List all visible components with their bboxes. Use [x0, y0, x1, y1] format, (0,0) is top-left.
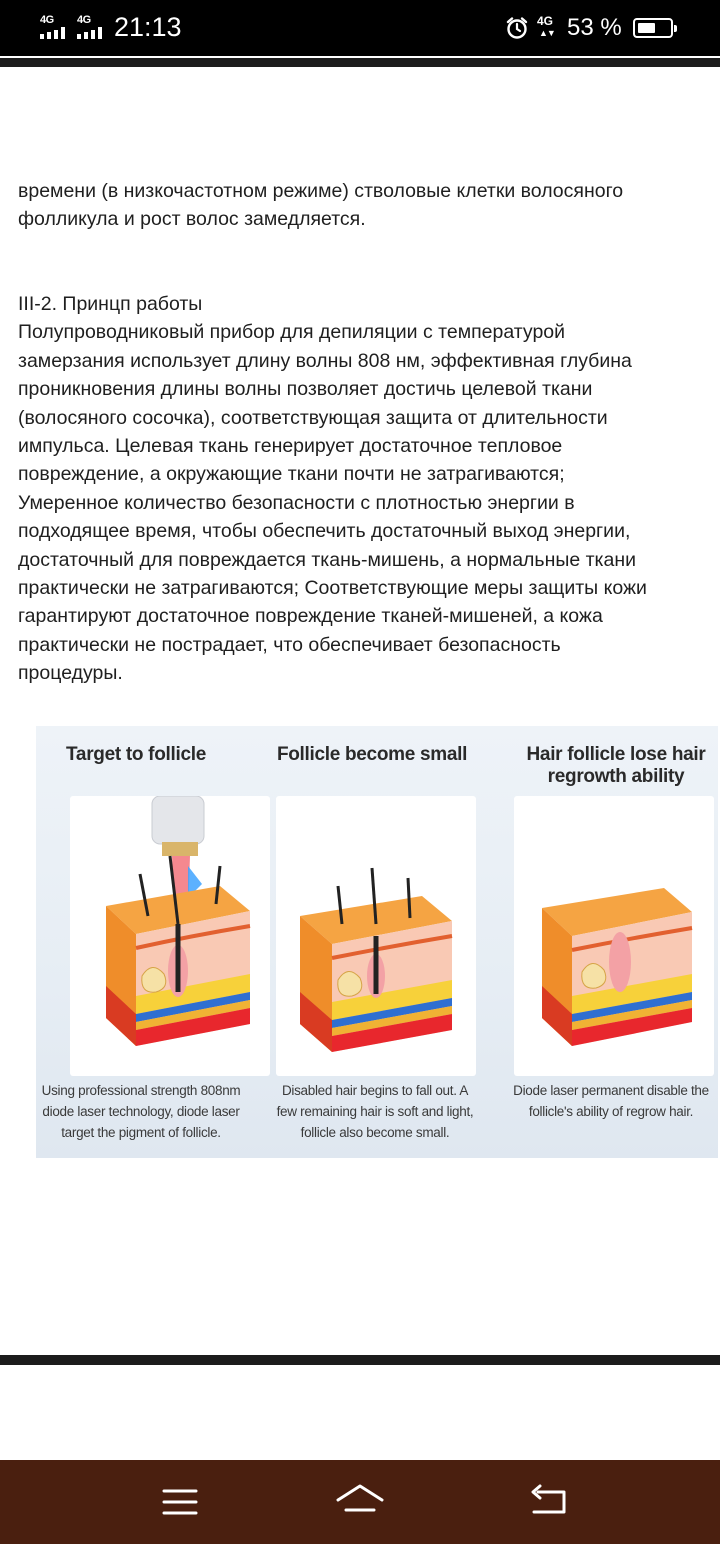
sim2-label: 4G [77, 14, 91, 26]
panel-3-illustration [514, 796, 714, 1076]
signal-sim1-icon [40, 14, 72, 40]
alarm-icon [505, 16, 529, 40]
signal-sim2-icon [77, 14, 109, 40]
network-type-icon: 4G ▲▼ [537, 14, 555, 38]
battery-percent: 53 % [567, 14, 622, 41]
clock: 21:13 [114, 12, 182, 42]
panel-1-caption: Using professional strength 808nm diode laser technology, diode laser target the pigment of follicle. [41, 1083, 241, 1140]
panel-2-title: Follicle become small [276, 744, 468, 765]
top-divider [0, 58, 720, 67]
back-icon[interactable] [520, 1480, 580, 1524]
panel-2-caption: Disabled hair begins to fall out. A few remaining hair is soft and light, follicle also become small. [276, 1083, 474, 1140]
panel-2-illustration [276, 796, 476, 1076]
panel-1-title: Target to follicle [66, 744, 206, 765]
battery-icon [633, 18, 673, 38]
navigation-bar [0, 1460, 720, 1544]
panel-3-title: Hair follicle lose hair regrowth ability [526, 744, 706, 787]
sim1-label: 4G [40, 14, 54, 26]
article-paragraph-continued: времени (в низкочастотном режиме) стволовые клетки волосяного фолликула и рост волос замедляется. [18, 180, 624, 231]
bottom-divider [0, 1355, 720, 1365]
home-icon[interactable] [330, 1480, 390, 1524]
panel-3-caption: Diode laser permanent disable the follicle's ability of regrow hair. [513, 1083, 709, 1119]
network-label: 4G [537, 14, 554, 28]
menu-icon[interactable] [150, 1480, 210, 1524]
panel-1-illustration [70, 796, 270, 1076]
status-bar [0, 0, 720, 56]
article-section-body: III-2. Принцп работы Полупроводниковый прибор для депиляции с температурой замерзания использует длину волны 808 нм, эффективная глубина проникновения длины волны позволяет достичь целевой ткани (волосяного сосочка), соответствующая защита от длительности импульса. Целевая ткань генерирует достаточное тепловое повреждение, а окружающие ткани почти не затрагиваются; Умеренное количество безопасности с плотностью энергии в подходящее время, чтобы обеспечить достаточный выход энергии, достаточный для повреждается ткань-мишень, а нормальные ткани практически не затрагиваются; Соответствующие меры защиты кожи гарантируют достаточное повреждение тканей-мишеней, а кожа практически не пострадает, что обеспечивает безопасность процедуры. [18, 293, 647, 685]
hair-removal-diagram [36, 726, 718, 1158]
